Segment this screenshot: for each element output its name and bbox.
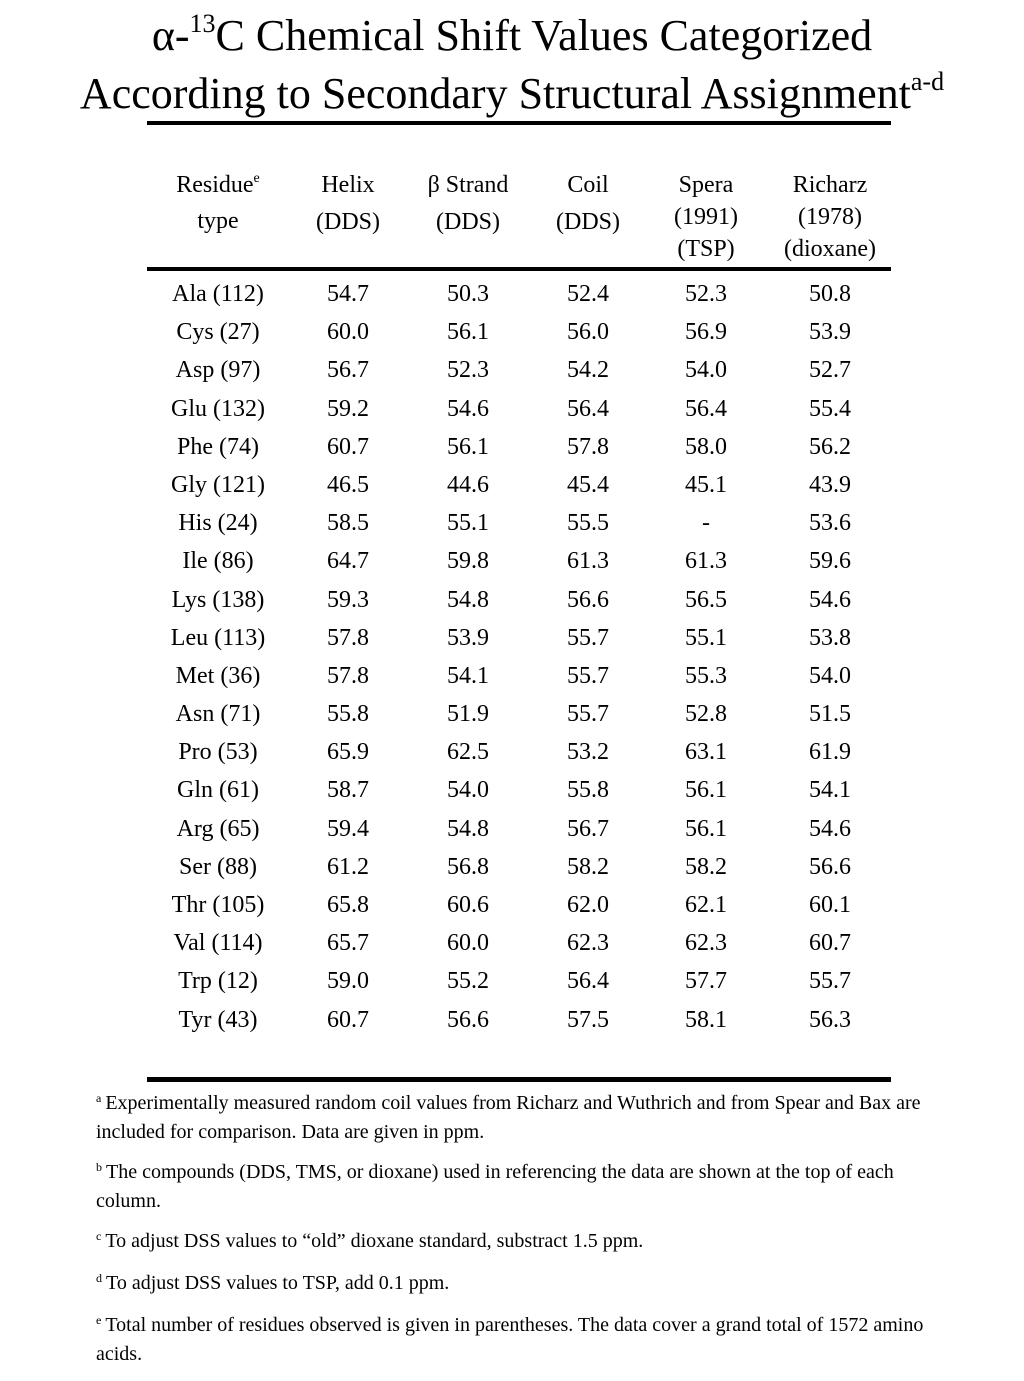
cell-residue: Leu (113) — [170, 624, 266, 651]
cell-coil: 55.8 — [567, 777, 609, 804]
table-row — [0, 848, 1024, 886]
table-row — [0, 886, 1024, 924]
cell-residue: Asn (71) — [175, 701, 261, 728]
cell-strand: 55.2 — [447, 968, 489, 995]
bottom-rule — [147, 1077, 891, 1082]
cell-coil: 53.2 — [567, 739, 609, 766]
cell-strand: 55.1 — [447, 510, 489, 537]
cell-coil: 55.5 — [567, 510, 609, 537]
page-title — [0, 10, 1024, 126]
cell-coil: 56.7 — [567, 815, 609, 842]
cell-strand: 62.5 — [447, 739, 489, 766]
cell-richarz: 54.6 — [809, 815, 851, 842]
cell-spera: 63.1 — [685, 739, 727, 766]
cell-spera: 52.3 — [685, 281, 727, 307]
header-helix — [298, 169, 398, 238]
cell-richarz: 51.5 — [809, 701, 851, 728]
footnote-text: Experimentally measured random coil values from Richarz and Wuthrich and from Spear and Bax are included for comparison. Data are given in ppm. — [96, 1092, 921, 1143]
footnote-text: Total number of residues observed is given in parentheses. The data cover a grand total of 1572 amino acids. — [96, 1314, 924, 1365]
cell-strand: 56.1 — [447, 433, 489, 460]
table-row — [0, 428, 1024, 466]
header-spera-year: (1991) — [674, 204, 738, 230]
cell-coil: 56.6 — [567, 586, 609, 613]
cell-residue: Ser (88) — [179, 853, 257, 880]
title-line-2-text: According to Secondary Structural Assignment — [79, 69, 911, 118]
header-helix-ref: (DDS) — [316, 209, 380, 235]
cell-residue: Phe (74) — [177, 433, 259, 460]
cell-helix: 57.8 — [327, 624, 369, 651]
cell-helix: 58.7 — [327, 777, 369, 804]
cell-helix: 55.8 — [327, 701, 369, 728]
cell-coil: 56.4 — [567, 395, 609, 422]
cell-coil: 55.7 — [567, 701, 609, 728]
header-rule — [147, 267, 891, 271]
cell-residue: Asp (97) — [175, 357, 261, 384]
cell-residue: Cys (27) — [176, 319, 260, 346]
cell-residue: His (24) — [178, 510, 258, 537]
header-richarz — [775, 169, 885, 265]
cell-spera: 45.1 — [685, 471, 727, 498]
cell-helix: 56.7 — [327, 357, 369, 384]
header-spera-label: Spera — [678, 172, 734, 198]
cell-spera: 58.0 — [685, 433, 727, 460]
cell-spera: 55.3 — [685, 662, 727, 689]
cell-residue: Arg (65) — [176, 815, 260, 842]
header-richarz-ref: (dioxane) — [784, 236, 876, 262]
footnote-b — [96, 1159, 946, 1215]
cell-helix: 59.3 — [327, 586, 369, 613]
cell-residue: Thr (105) — [171, 892, 265, 918]
cell-helix: 64.7 — [327, 548, 369, 575]
cell-spera: 56.1 — [685, 777, 727, 804]
cell-richarz: 54.0 — [809, 662, 851, 689]
cell-residue: Glu (132) — [171, 395, 265, 422]
cell-strand: 56.8 — [447, 853, 489, 880]
cell-coil: 56.4 — [567, 968, 609, 995]
footnote-c — [96, 1228, 946, 1257]
cell-coil: 62.0 — [567, 892, 609, 918]
cell-richarz: 53.9 — [809, 319, 851, 346]
cell-helix: 65.9 — [327, 739, 369, 766]
cell-helix: 54.7 — [327, 281, 369, 307]
cell-residue: Gly (121) — [171, 471, 265, 498]
cell-residue: Tyr (43) — [178, 1006, 258, 1033]
table-row — [0, 1001, 1024, 1039]
isotope-superscript: 13 — [189, 9, 216, 38]
cell-strand: 53.9 — [447, 624, 489, 651]
footnote-mark: b — [96, 1160, 102, 1174]
cell-strand: 54.8 — [447, 586, 489, 613]
footnote-text: To adjust DSS values to “old” dioxane standard, substract 1.5 ppm. — [105, 1230, 644, 1252]
title-line-1 — [0, 10, 1024, 68]
footnote-mark: a — [96, 1091, 102, 1105]
cell-helix: 65.7 — [327, 930, 369, 957]
header-coil-ref: (DDS) — [556, 209, 620, 235]
cell-residue: Ile (86) — [182, 548, 254, 575]
title-line-2 — [0, 68, 1024, 126]
header-residue-type — [148, 169, 288, 237]
cell-strand: 52.3 — [447, 357, 489, 384]
cell-coil: 54.2 — [567, 357, 609, 384]
cell-coil: 52.4 — [567, 281, 609, 307]
cell-spera: 61.3 — [685, 548, 727, 575]
table-row — [0, 924, 1024, 962]
table-row — [0, 275, 1024, 313]
cell-strand: 56.6 — [447, 1006, 489, 1033]
header-helix-label: Helix — [321, 172, 375, 198]
cell-richarz: 55.4 — [809, 395, 851, 422]
top-rule — [147, 121, 891, 125]
table-body — [0, 275, 1024, 1039]
cell-residue: Trp (12) — [178, 968, 258, 995]
table-row — [0, 542, 1024, 580]
table-row — [0, 619, 1024, 657]
table-row — [0, 695, 1024, 733]
cell-coil: 62.3 — [567, 930, 609, 957]
header-spera-ref: (TSP) — [677, 236, 735, 262]
cell-spera: 62.1 — [685, 892, 727, 918]
cell-richarz: 53.6 — [809, 510, 851, 537]
cell-spera: 54.0 — [685, 357, 727, 384]
cell-coil: 57.8 — [567, 433, 609, 460]
cell-richarz: 53.8 — [809, 624, 851, 651]
alpha-symbol: α — [151, 11, 175, 60]
cell-spera: 57.7 — [685, 968, 727, 995]
cell-helix: 46.5 — [327, 471, 369, 498]
footnote-a — [96, 1090, 946, 1146]
cell-strand: 54.1 — [447, 662, 489, 689]
cell-richarz: 60.7 — [809, 930, 851, 957]
table-row — [0, 390, 1024, 428]
title-footnote-marks: a-d — [910, 67, 945, 96]
cell-helix: 61.2 — [327, 853, 369, 880]
table-row — [0, 466, 1024, 504]
footnote-mark: e — [96, 1313, 102, 1327]
title-dash: - — [174, 11, 190, 60]
footnote-e — [96, 1312, 946, 1368]
cell-strand: 60.0 — [447, 930, 489, 957]
cell-richarz: 56.6 — [809, 853, 851, 880]
header-residue-type-label: type — [197, 208, 239, 234]
cell-coil: 55.7 — [567, 624, 609, 651]
cell-richarz: 52.7 — [809, 357, 851, 384]
cell-richarz: 54.6 — [809, 586, 851, 613]
cell-strand: 54.6 — [447, 395, 489, 422]
header-coil-label: Coil — [567, 172, 609, 198]
header-strand-ref: (DDS) — [436, 209, 500, 235]
cell-spera: 56.9 — [685, 319, 727, 346]
cell-residue: Ala (112) — [172, 281, 264, 307]
header-richarz-label: Richarz — [792, 172, 868, 198]
cell-spera: 56.5 — [685, 586, 727, 613]
cell-strand: 60.6 — [447, 892, 489, 918]
cell-spera: 58.2 — [685, 853, 727, 880]
cell-helix: 65.8 — [327, 892, 369, 918]
cell-helix: 58.5 — [327, 510, 369, 537]
cell-helix: 59.0 — [327, 968, 369, 995]
header-richarz-year: (1978) — [798, 204, 862, 230]
header-spera — [656, 169, 756, 265]
cell-richarz: 59.6 — [809, 548, 851, 575]
cell-spera: 55.1 — [685, 624, 727, 651]
header-strand-label: β Strand — [427, 172, 509, 198]
cell-helix: 60.7 — [327, 433, 369, 460]
cell-helix: 59.2 — [327, 395, 369, 422]
cell-spera: 62.3 — [685, 930, 727, 957]
cell-residue: Lys (138) — [171, 586, 265, 613]
table-row — [0, 504, 1024, 542]
header-beta-strand — [418, 169, 518, 238]
table-row — [0, 733, 1024, 771]
footnotes — [96, 1090, 946, 1381]
table-row — [0, 962, 1024, 1000]
cell-residue: Met (36) — [175, 662, 261, 689]
cell-richarz: 55.7 — [809, 968, 851, 995]
table-row — [0, 351, 1024, 389]
cell-strand: 54.0 — [447, 777, 489, 804]
cell-residue: Pro (53) — [178, 739, 258, 766]
cell-richarz: 61.9 — [809, 739, 851, 766]
cell-strand: 44.6 — [447, 471, 489, 498]
title-line-1-text: C Chemical Shift Values Categorized — [215, 11, 873, 60]
cell-richarz: 56.3 — [809, 1006, 851, 1033]
footnote-mark: d — [96, 1271, 102, 1285]
cell-coil: 56.0 — [567, 319, 609, 346]
footnote-mark: c — [96, 1229, 102, 1243]
cell-coil: 57.5 — [567, 1006, 609, 1033]
cell-spera: - — [702, 510, 710, 537]
cell-coil: 45.4 — [567, 471, 609, 498]
cell-spera: 52.8 — [685, 701, 727, 728]
cell-richarz: 54.1 — [809, 777, 851, 804]
table-row — [0, 657, 1024, 695]
header-residue-label: Residue — [176, 172, 254, 198]
cell-helix: 57.8 — [327, 662, 369, 689]
cell-coil: 58.2 — [567, 853, 609, 880]
table-row — [0, 313, 1024, 351]
cell-spera: 58.1 — [685, 1006, 727, 1033]
cell-spera: 56.4 — [685, 395, 727, 422]
cell-strand: 59.8 — [447, 548, 489, 575]
cell-coil: 61.3 — [567, 548, 609, 575]
cell-residue: Val (114) — [173, 930, 263, 957]
footnote-text: The compounds (DDS, TMS, or dioxane) used in referencing the data are shown at the top of each column. — [96, 1161, 894, 1212]
header-residue-footnote: e — [253, 171, 260, 186]
cell-richarz: 60.1 — [809, 892, 851, 918]
footnote-d — [96, 1270, 946, 1299]
cell-strand: 54.8 — [447, 815, 489, 842]
cell-residue: Gln (61) — [177, 777, 259, 804]
cell-strand: 56.1 — [447, 319, 489, 346]
cell-richarz: 43.9 — [809, 471, 851, 498]
cell-strand: 50.3 — [447, 281, 489, 307]
table-row — [0, 771, 1024, 809]
table-row — [0, 581, 1024, 619]
header-coil — [538, 169, 638, 238]
cell-helix: 60.0 — [327, 319, 369, 346]
cell-richarz: 50.8 — [809, 281, 851, 307]
cell-spera: 56.1 — [685, 815, 727, 842]
cell-helix: 60.7 — [327, 1006, 369, 1033]
footnote-text: To adjust DSS values to TSP, add 0.1 ppm. — [106, 1272, 450, 1294]
cell-strand: 51.9 — [447, 701, 489, 728]
table-row — [0, 810, 1024, 848]
cell-helix: 59.4 — [327, 815, 369, 842]
cell-richarz: 56.2 — [809, 433, 851, 460]
cell-coil: 55.7 — [567, 662, 609, 689]
